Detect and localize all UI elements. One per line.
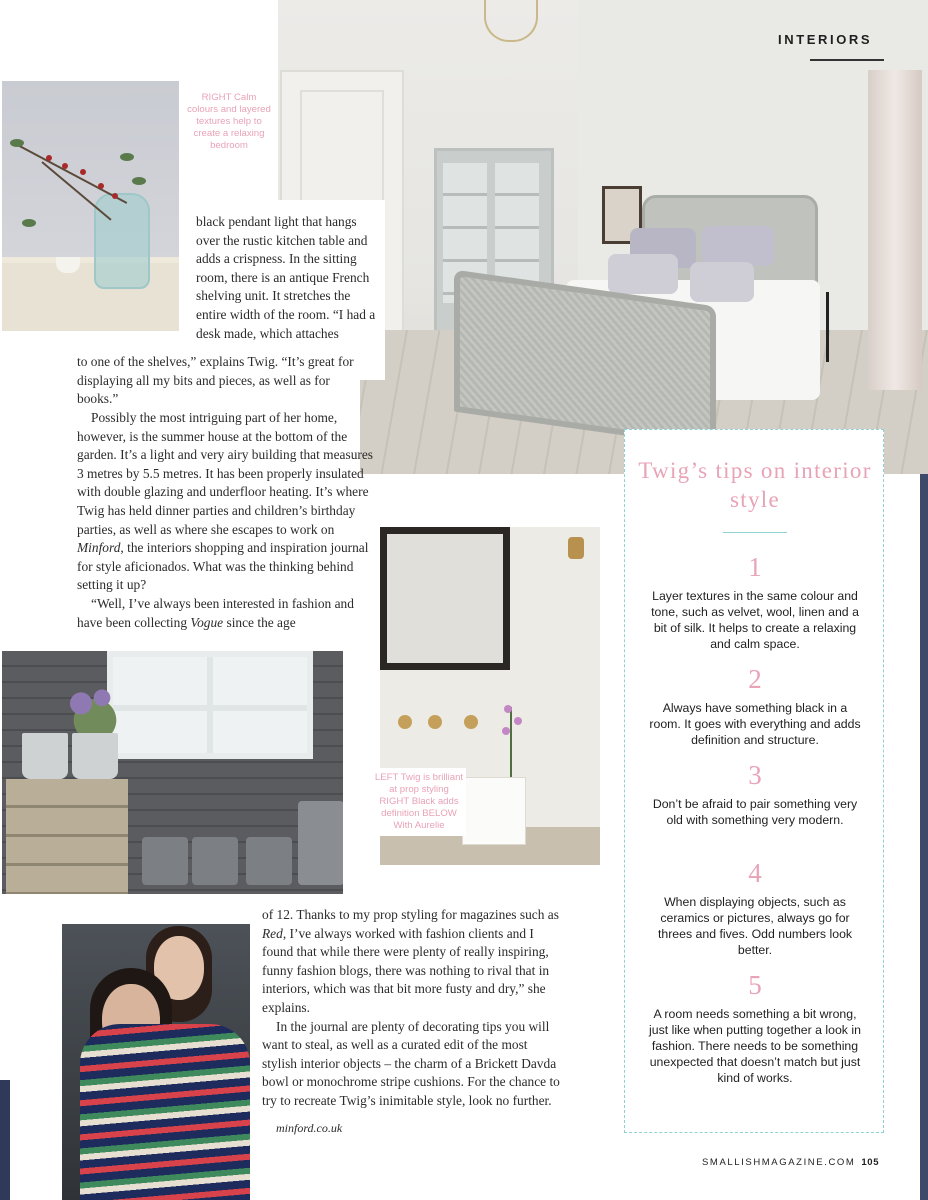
tip-item — [647, 858, 863, 958]
article-col3-italic: Red — [262, 925, 283, 941]
tip-number: 2 — [748, 664, 762, 694]
portrait-photo — [62, 924, 250, 1200]
article-p2-a: Possibly the most intriguing part of her home, however, is the summer house at the bottom of the garden. It’s a light and very airy building that measures 3 metres by 5.5 metres. It has been properly insulated with double glazing and underfloor heating. It’s where Twig has held dinner parties and children’s birthday parties, as well as where she escapes to work on — [77, 410, 373, 537]
chandelier-shape — [484, 0, 538, 42]
section-rule — [810, 59, 884, 61]
page-edge-left — [0, 1080, 10, 1200]
caption-top: RIGHT Calm colours and layered textures help to create a relaxing bedroom — [187, 92, 271, 151]
tip-text: When displaying objects, such as ceramics or pictures, always go for threes and fives. Odd numbers look better. — [657, 895, 853, 957]
tip-item — [647, 760, 863, 828]
article-p3-a: “Well, I’ve always been interested in fashion and have been collecting — [77, 595, 354, 630]
tip-text: A room needs something a bit wrong, just like when putting together a look in fashion. There needs to be something unexpected that doesn’t match but just kind of works. — [649, 1007, 861, 1085]
tip-number: 1 — [748, 552, 762, 582]
tips-rule — [723, 532, 787, 533]
article-text-col1c — [77, 409, 373, 632]
signoff-url: minford.co.uk — [276, 1121, 343, 1135]
tip-number: 3 — [748, 760, 762, 790]
article-col3-p2: In the journal are plenty of decorating tips you will want to steal, as well as a curated edit of the most stylish interior objects – the charm of a Brickett Davda bowl or monochrome stripe cushions. For the chance to try to recreate Twig’s inimitable style, look no further. — [262, 1018, 560, 1108]
caption-middle: LEFT Twig is brilliant at prop styling RIGHT Black adds definition BELOW With Aurelie — [372, 768, 466, 836]
tip-number: 4 — [748, 858, 762, 888]
tip-number: 5 — [748, 970, 762, 1000]
article-text-col3 — [262, 906, 562, 1111]
article-col3-b: , I’ve always worked with fashion clients and I found that while there were plenty of really inspiring, funny fashion blogs, there was nothing to rival that in interiors, which was that bit more fusty and dry,” she explains. — [262, 925, 550, 1015]
article-col3-a: of 12. Thanks to my prop styling for magazines such as — [262, 907, 559, 922]
tip-text: Layer textures in the same colour and tone, such as velvet, wool, linen and a bit of silk. It helps to create a relaxing and calm space. — [651, 589, 859, 651]
tip-item — [647, 552, 863, 652]
striped-sweater-shape — [80, 1024, 250, 1200]
section-label: INTERIORS — [778, 32, 873, 47]
article-text-col1b: to one of the shelves,” explains Twig. “It’s great for displaying all my bits and pieces, as well as for books.” — [77, 354, 354, 407]
article-p3-italic: Vogue — [190, 614, 224, 630]
branch-vase-photo — [2, 81, 179, 331]
page-number: 105 — [861, 1157, 880, 1168]
article-p3-b: since the age — [223, 614, 296, 630]
tip-item — [647, 664, 863, 748]
tips-box — [624, 429, 884, 1133]
page-edge — [920, 474, 928, 1200]
crate-shape — [6, 779, 128, 894]
tip-text: Don’t be afraid to pair something very old with something very modern. — [652, 797, 858, 827]
footer-site: SMALLISHMAGAZINE.COM — [702, 1157, 856, 1168]
garden-photo — [2, 651, 343, 894]
article-p2-b: , the interiors shopping and inspiration journal for style aficionados. What was the thinking behind setting it up? — [77, 540, 369, 593]
tip-item — [647, 970, 863, 1086]
article-p2-italic: Minford — [77, 540, 121, 556]
article-text-col1a: black pendant light that hangs over the rustic kitchen table and adds a crispness. In the sitting room, there is an antique French shelving unit. It stretches the entire width of the room. “I had a desk made, which attaches — [196, 214, 376, 341]
sink-shape — [462, 777, 526, 845]
tips-title: Twig’s tips on interior style — [638, 458, 872, 512]
mirror-shape — [380, 527, 510, 670]
tip-text: Always have something black in a room. It goes with everything and adds definition and structure. — [649, 701, 861, 747]
page-footer — [702, 1157, 879, 1168]
